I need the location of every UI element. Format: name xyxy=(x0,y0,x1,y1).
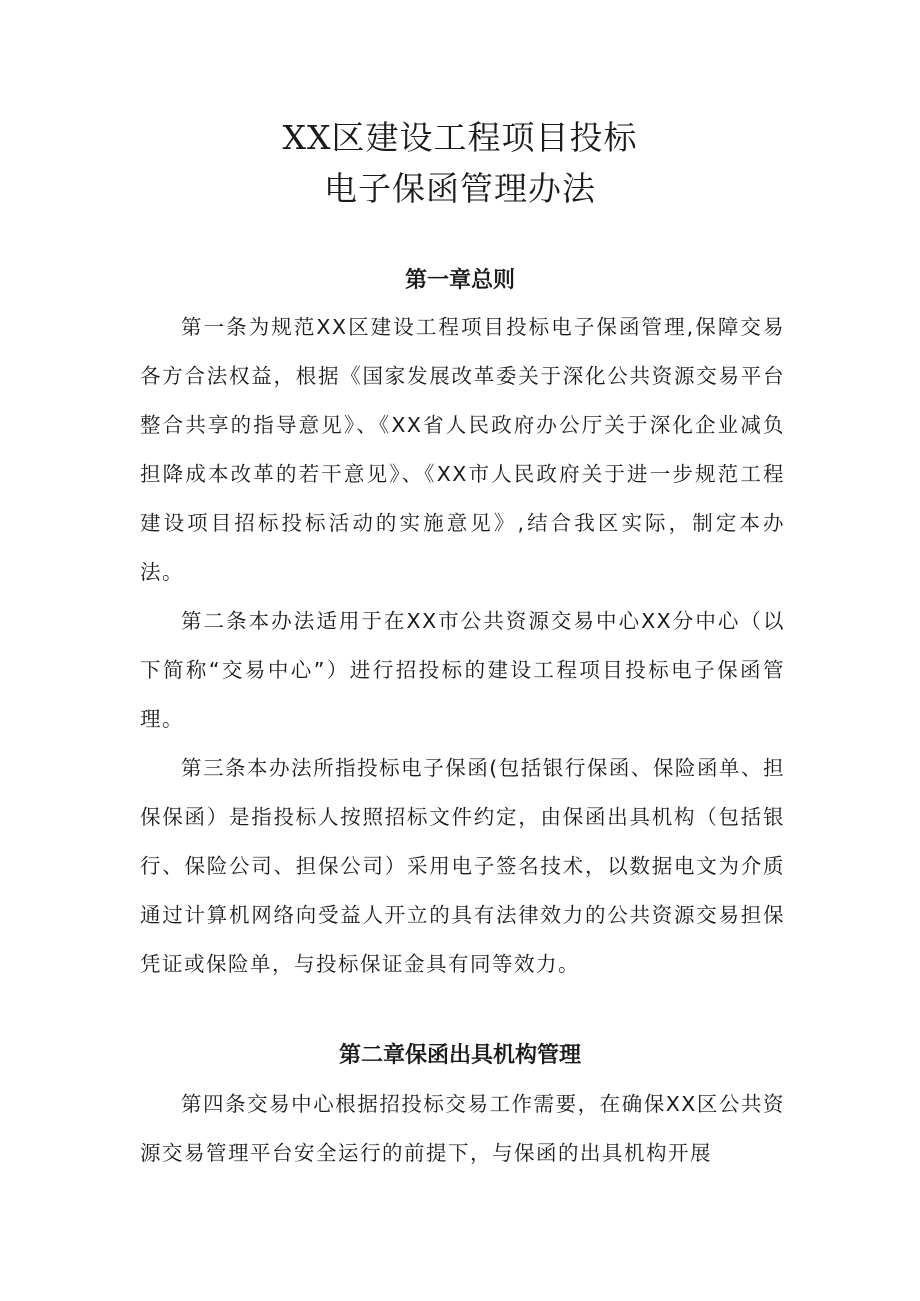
document-title-line-2: 电子保函管理办法 xyxy=(324,169,596,208)
document-title-line-1: XX区建设工程项目投标 xyxy=(282,118,638,157)
chapter-1-heading: 第一章总则 xyxy=(404,268,515,293)
article-4: 第四条交易中心根据招投标交易工作需要，在确保XX区公共资源交易管理平台安全运行的前提下，与保函的出具机构开展 xyxy=(140,1092,785,1165)
article-3: 第三条本办法所指投标电子保函(包括银行保函、保险函单、担保保函）是指投标人按照招标文件约定，由保函出具机构（包括银行、保险公司、担保公司）采用电子签名技术，以数据电文为介质通过计算机网络向受益人开立的具有法律效力的公共资源交易担保凭证或保险单，与投标保证金具有同等效力。 xyxy=(140,756,785,976)
article-1: 第一条为规范XX区建设工程项目投标电子保函管理,保障交易各方合法权益，根据《国家发展改革委关于深化公共资源交易平台整合共享的指导意见》、《XX省人民政府办公厅关于深化企业减负担降成本改革的若干意见》、《XX市人民政府关于进一步规范工程建设项目招标投标活动的实施意见》,结合我区实际，制定本办法。 xyxy=(140,315,785,584)
chapter-2-heading: 第二章保函出具机构管理 xyxy=(338,1043,581,1068)
article-2: 第二条本办法适用于在XX市公共资源交易中心XX分中心（以下简称“交易中心”）进行招投标的建设工程项目投标电子保函管理。 xyxy=(140,609,785,731)
